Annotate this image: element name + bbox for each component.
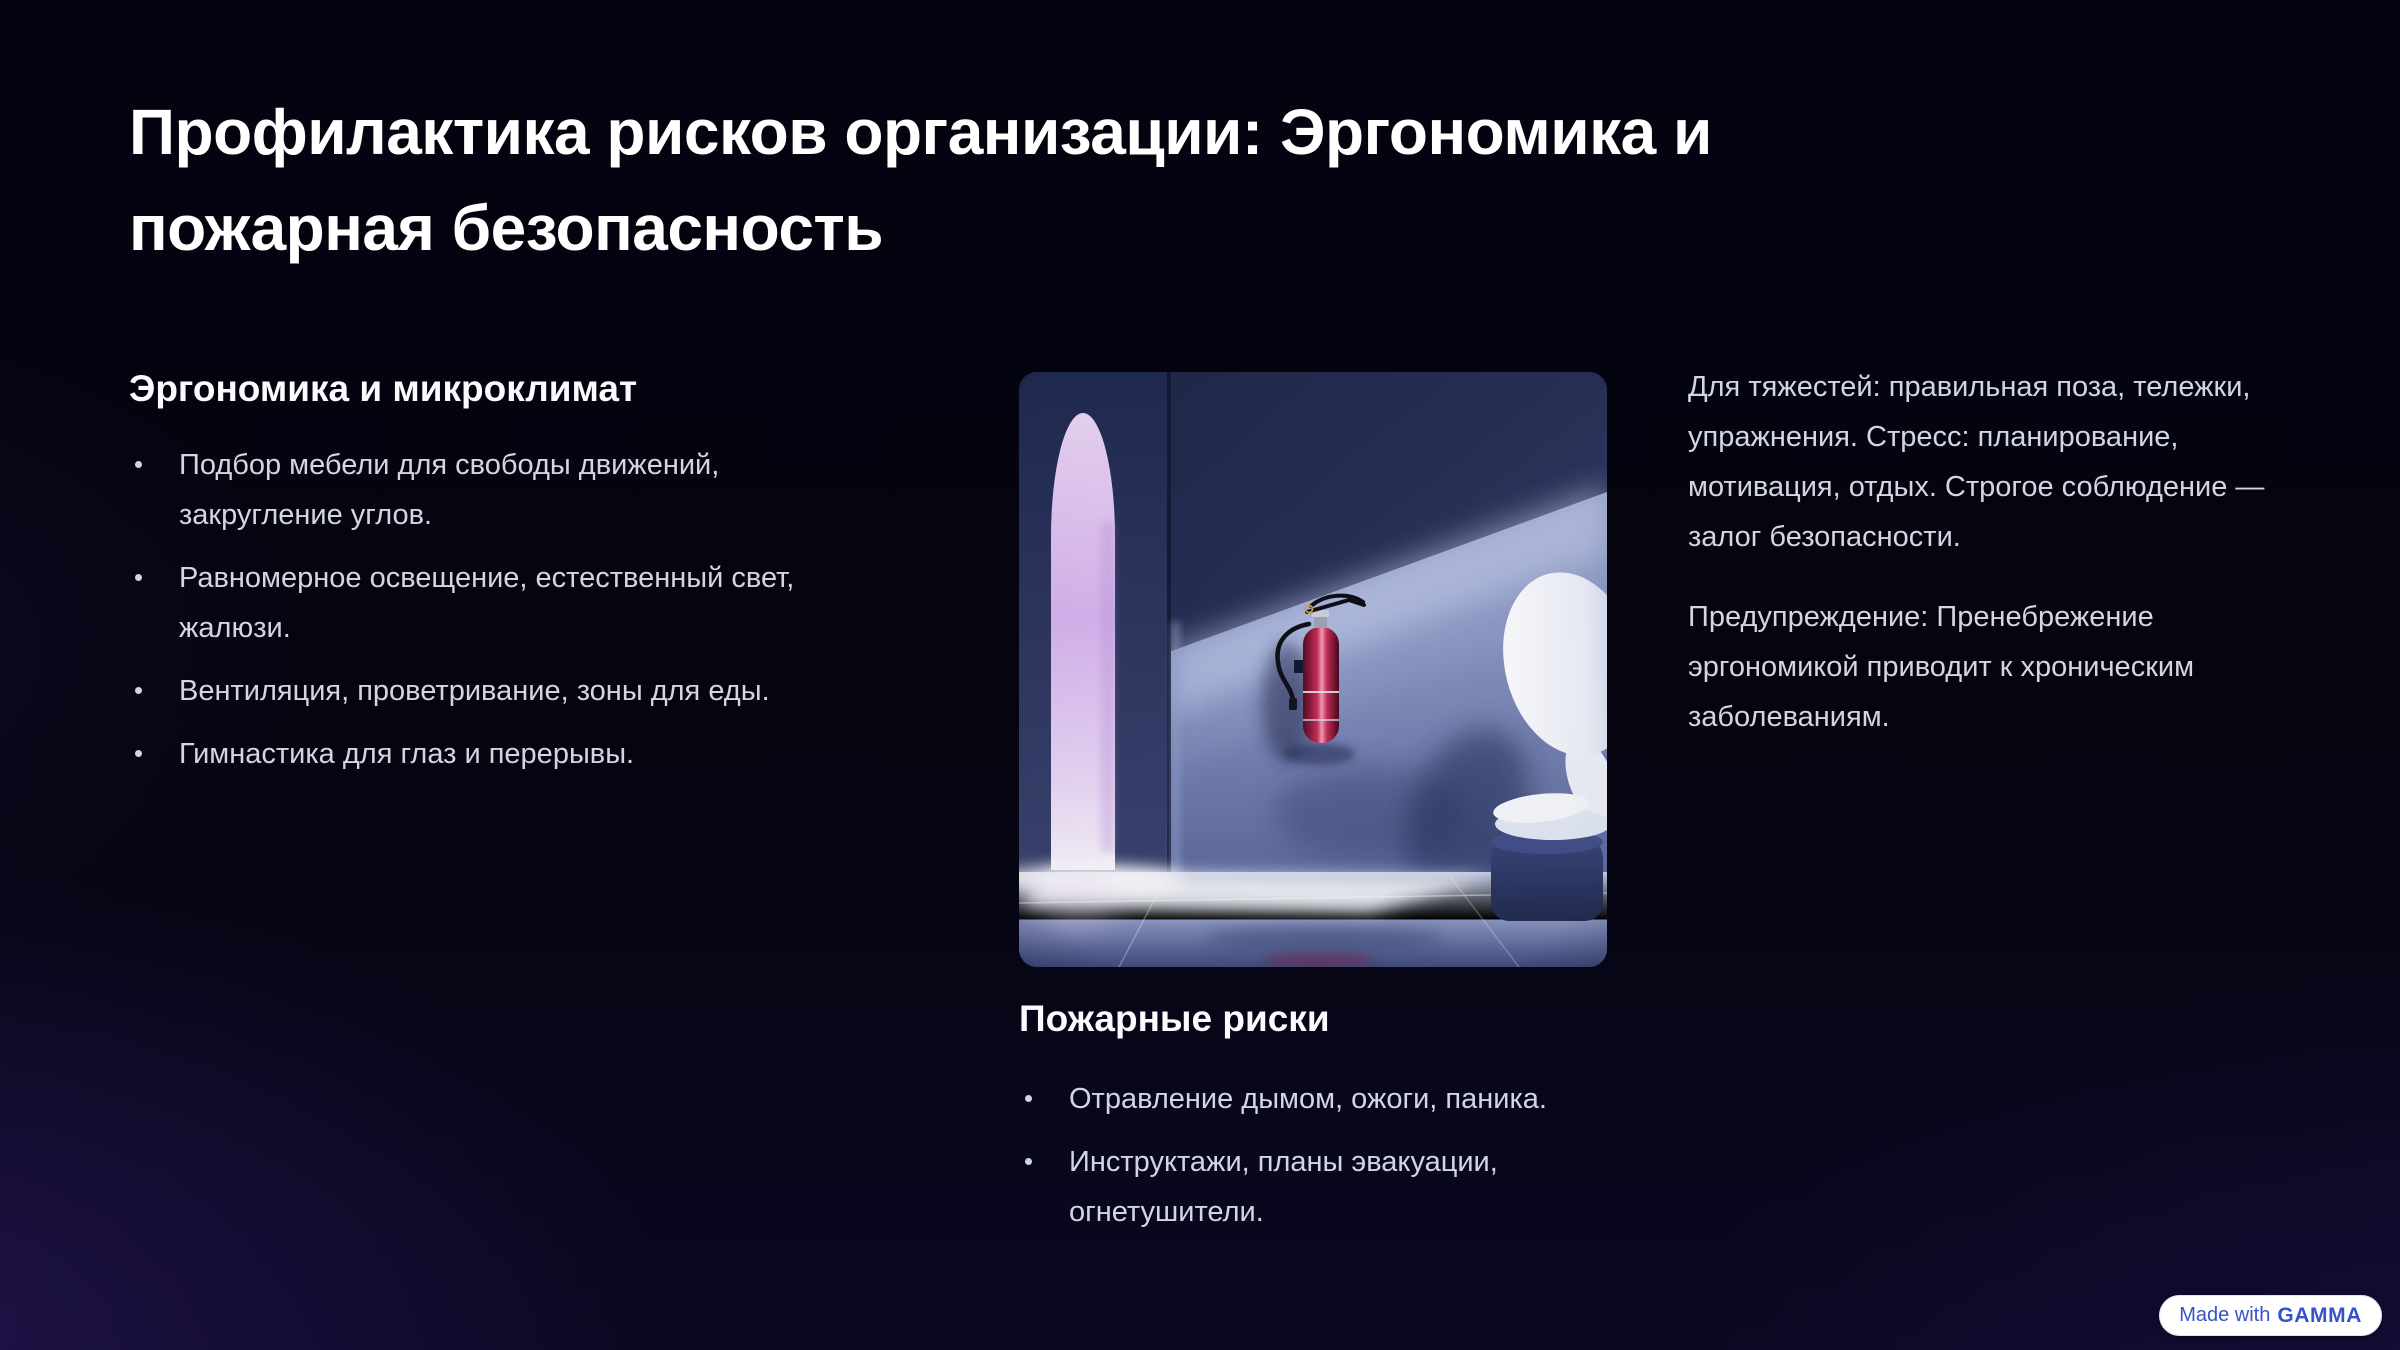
bullet-dot [135, 574, 142, 581]
list-item [129, 666, 874, 716]
ergonomics-list [129, 440, 874, 779]
list-item-text: Гимнастика для глаз и перерывы. [179, 738, 635, 770]
room-illustration [1019, 372, 1607, 967]
list-item [129, 729, 874, 779]
list-item [129, 553, 874, 653]
fire-risks-section [1019, 372, 1607, 1250]
notes-paragraph: Для тяжестей: правильная поза, тележки, упражнения. Стресс: планирование, мотивация, отдых. Строгое соблюдение — залог безопасности. [1688, 371, 2265, 553]
gamma-logo: GAMMA [2277, 1303, 2362, 1327]
vignette [1019, 372, 1607, 967]
list-item-text: Вентиляция, проветривание, зоны для еды. [179, 675, 770, 707]
list-item [129, 440, 874, 540]
ergonomics-section [129, 366, 874, 792]
bullet-dot [1025, 1158, 1032, 1165]
bullet-dot [135, 687, 142, 694]
page-title-line-1: Профилактика рисков организации: Эргономика и [129, 96, 1712, 168]
page-title [129, 84, 2249, 276]
fire-extinguisher-illustration [1019, 372, 1607, 967]
ergonomics-heading: Эргономика и микроклимат [129, 368, 638, 409]
list-item [1019, 1074, 1607, 1124]
list-item [1019, 1137, 1607, 1237]
warning-paragraph: Предупреждение: Пренебрежение эргономикой приводит к хроническим заболеваниям. [1688, 601, 2195, 733]
list-item-text: Отравление дымом, ожоги, паника. [1069, 1083, 1547, 1115]
list-item-text: Инструктажи, планы эвакуации, огнетушители. [1069, 1146, 1498, 1228]
fire-risks-heading: Пожарные риски [1019, 998, 1330, 1039]
made-with-label: Made with [2179, 1304, 2271, 1326]
notes-section [1688, 362, 2270, 772]
bullet-dot [135, 461, 142, 468]
list-item-text: Подбор мебели для свободы движений, закругление углов. [179, 449, 720, 531]
bullet-dot [135, 750, 142, 757]
made-with-gamma-badge[interactable] [2159, 1295, 2382, 1336]
list-item-text: Равномерное освещение, естественный свет, жалюзи. [179, 562, 795, 644]
fire-risks-list [1019, 1074, 1607, 1237]
bullet-dot [1025, 1095, 1032, 1102]
page-title-line-2: пожарная безопасность [129, 192, 884, 264]
